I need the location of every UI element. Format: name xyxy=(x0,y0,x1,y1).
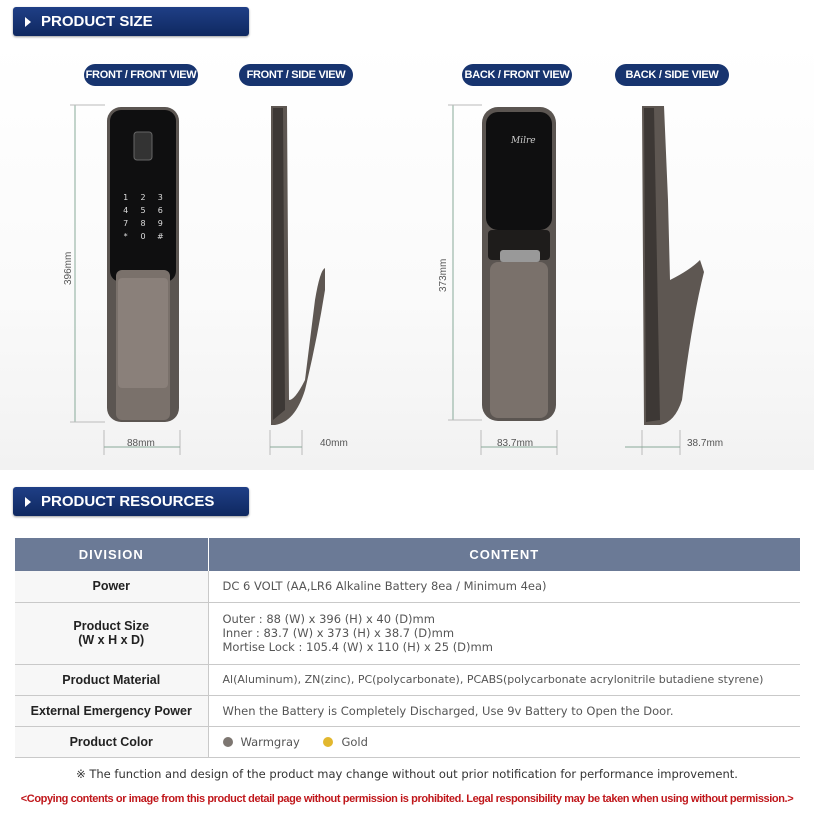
key: 0 xyxy=(140,232,146,241)
disclaimer-note: ※ The function and design of the product may change without out prior notification for performance improvement. xyxy=(76,767,738,781)
key: 5 xyxy=(140,206,146,215)
back-depth-label: 38.7mm xyxy=(687,438,724,449)
view-label-back-side: BACK / SIDE VIEW xyxy=(615,64,729,86)
key: 1 xyxy=(123,193,129,202)
key: 7 xyxy=(123,219,129,228)
color-name: Warmgray xyxy=(240,734,300,749)
section-title: PRODUCT SIZE xyxy=(41,13,153,30)
row-value xyxy=(208,602,800,664)
back-height-label: 373mm xyxy=(438,258,449,292)
row-label-text: Product Size (W x H x D) xyxy=(73,619,150,647)
key: 2 xyxy=(140,193,146,202)
row-label: Product Material xyxy=(15,664,208,695)
copyright-notice: <Copying contents or image from this product detail page without permission is prohibited. Legal responsibility may be taken when using without permission.> xyxy=(20,793,794,805)
color-swatch xyxy=(223,737,233,747)
back-width-label: 83.7mm xyxy=(497,438,534,449)
view-label-front-side: FRONT / SIDE VIEW xyxy=(239,64,353,86)
key: # xyxy=(156,232,164,241)
triangle-icon xyxy=(25,17,31,27)
color-name: Gold xyxy=(341,734,368,749)
key: 4 xyxy=(123,206,129,215)
back-side-drawing xyxy=(620,100,730,460)
row-value: When the Battery is Completely Discharged, Use 9v Battery to Open the Door. xyxy=(208,695,800,726)
front-side-drawing xyxy=(265,100,375,460)
row-label: External Emergency Power xyxy=(15,695,208,726)
product-resources-header xyxy=(13,487,249,516)
key: 3 xyxy=(157,193,163,202)
size-line: Outer : 88 (W) x 396 (H) x 40 (D)mm xyxy=(222,612,435,626)
back-view-drawing xyxy=(440,100,570,460)
front-height-label: 396mm xyxy=(63,251,74,285)
row-label: Product Color xyxy=(15,726,208,757)
table-row xyxy=(15,571,800,602)
row-value xyxy=(208,726,800,757)
view-label-back-front: BACK / FRONT VIEW xyxy=(462,64,572,86)
size-line: Mortise Lock : 105.4 (W) x 110 (H) x 25 (D)mm xyxy=(222,640,493,654)
resources-table xyxy=(15,538,800,758)
column-header: DIVISION xyxy=(15,538,208,571)
key: 8 xyxy=(140,219,146,228)
key: 9 xyxy=(157,219,163,228)
column-header: CONTENT xyxy=(208,538,800,571)
front-view-drawing xyxy=(60,100,190,460)
key: * xyxy=(123,232,128,241)
keypad xyxy=(117,193,169,241)
key: 6 xyxy=(157,206,163,215)
table-row xyxy=(15,664,800,695)
front-depth-label: 40mm xyxy=(320,438,348,449)
table-row xyxy=(15,602,800,664)
table-row xyxy=(15,726,800,757)
size-line: Inner : 83.7 (W) x 373 (H) x 38.7 (D)mm xyxy=(222,626,455,640)
view-label-front-front: FRONT / FRONT VIEW xyxy=(84,64,198,86)
table-row xyxy=(15,695,800,726)
brand-logo: Milre xyxy=(511,136,536,146)
row-label xyxy=(15,602,208,664)
row-label: Power xyxy=(15,571,208,602)
row-value: Al(Aluminum), ZN(zinc), PC(polycarbonate), PCABS(polycarbonate acrylonitrile butadiene styrene) xyxy=(208,664,800,695)
row-value: DC 6 VOLT (AA,LR6 Alkaline Battery 8ea / Minimum 4ea) xyxy=(208,571,800,602)
front-width-label: 88mm xyxy=(127,438,155,449)
triangle-icon xyxy=(25,497,31,507)
product-size-header xyxy=(13,7,249,36)
table-header-row xyxy=(15,538,800,571)
section-title: PRODUCT RESOURCES xyxy=(41,493,215,510)
color-swatch xyxy=(323,737,333,747)
